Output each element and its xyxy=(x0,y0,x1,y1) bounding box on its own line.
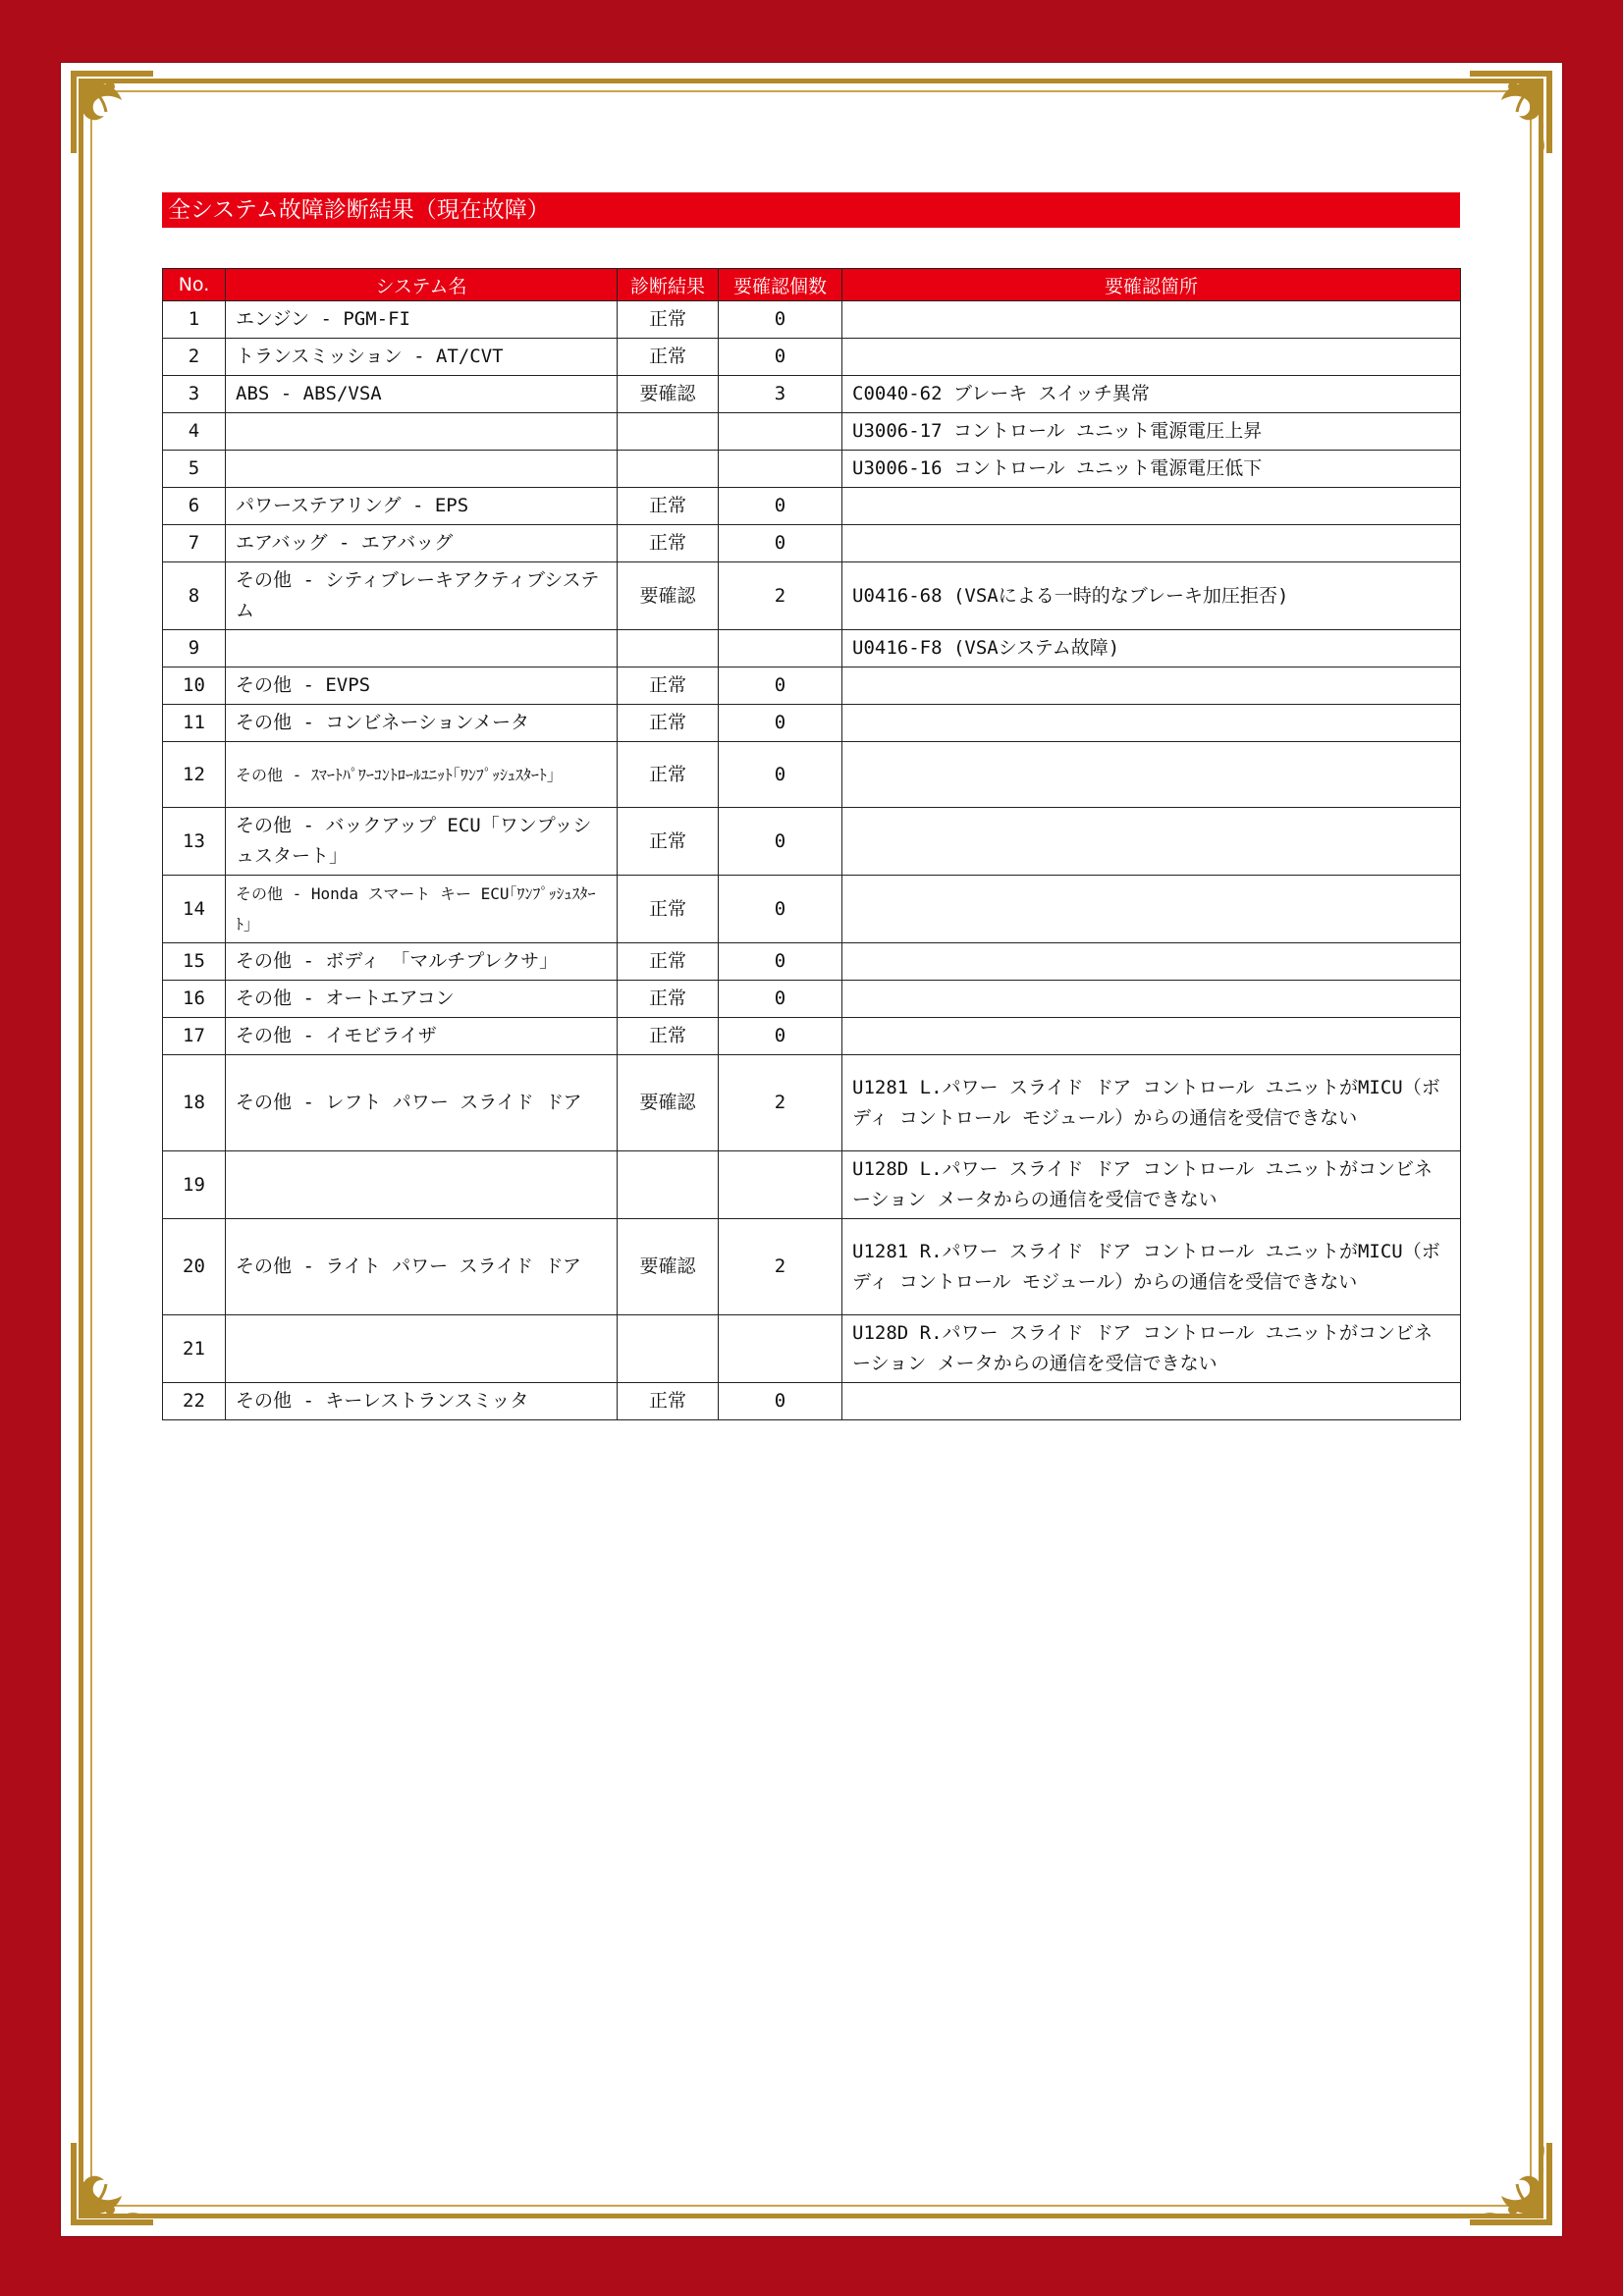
cell-count: 2 xyxy=(719,1055,842,1151)
cell-system: ABS - ABS/VSA xyxy=(226,376,618,413)
table-row xyxy=(163,981,1461,1018)
header-system: システム名 xyxy=(226,269,618,301)
cell-no: 16 xyxy=(163,981,226,1018)
cell-detail: U128D L.パワー スライド ドア コントロール ユニットがコンビネーション メータからの通信を受信できない xyxy=(842,1151,1461,1219)
cell-no: 10 xyxy=(163,667,226,705)
cell-system xyxy=(226,451,618,488)
header-count: 要確認個数 xyxy=(719,269,842,301)
header-detail: 要確認箇所 xyxy=(842,269,1461,301)
cell-count: 2 xyxy=(719,562,842,630)
cell-system xyxy=(226,630,618,667)
cell-detail xyxy=(842,876,1461,943)
cell-result: 正常 xyxy=(618,488,719,525)
cell-count xyxy=(719,630,842,667)
cell-no: 17 xyxy=(163,1018,226,1055)
cell-result: 正常 xyxy=(618,876,719,943)
cell-detail: U3006-16 コントロール ユニット電源電圧低下 xyxy=(842,451,1461,488)
table-row xyxy=(163,376,1461,413)
cell-result: 正常 xyxy=(618,1018,719,1055)
table-row xyxy=(163,1315,1461,1383)
cell-system xyxy=(226,1315,618,1383)
cell-count: 0 xyxy=(719,943,842,981)
table-row xyxy=(163,525,1461,562)
cell-system: その他 - ｽﾏｰﾄﾊﾟﾜｰｺﾝﾄﾛｰﾙﾕﾆｯﾄ｢ﾜﾝﾌﾟｯｼｭｽﾀｰﾄ｣ xyxy=(226,742,618,808)
corner-ornament-icon xyxy=(1466,2139,1556,2229)
cell-count: 0 xyxy=(719,876,842,943)
cell-detail xyxy=(842,1383,1461,1420)
cell-count: 2 xyxy=(719,1219,842,1315)
cell-result: 正常 xyxy=(618,981,719,1018)
table-row xyxy=(163,1055,1461,1151)
table-row xyxy=(163,1018,1461,1055)
cell-no: 19 xyxy=(163,1151,226,1219)
diagnosis-table xyxy=(162,268,1461,1420)
cell-result: 正常 xyxy=(618,943,719,981)
cell-detail xyxy=(842,488,1461,525)
cell-no: 21 xyxy=(163,1315,226,1383)
corner-ornament-icon xyxy=(67,2139,157,2229)
cell-count: 0 xyxy=(719,301,842,339)
cell-system: その他 - ライト パワー スライド ドア xyxy=(226,1219,618,1315)
table-row xyxy=(163,742,1461,808)
cell-no: 8 xyxy=(163,562,226,630)
cell-system: その他 - バックアップ ECU「ワンプッシュスタート」 xyxy=(226,808,618,876)
cell-count: 0 xyxy=(719,667,842,705)
cell-result: 要確認 xyxy=(618,562,719,630)
cell-detail: U0416-68 (VSAによる一時的なブレーキ加圧拒否) xyxy=(842,562,1461,630)
cell-no: 11 xyxy=(163,705,226,742)
table-row xyxy=(163,1151,1461,1219)
cell-no: 5 xyxy=(163,451,226,488)
cell-count xyxy=(719,451,842,488)
cell-system: その他 - レフト パワー スライド ドア xyxy=(226,1055,618,1151)
cell-no: 12 xyxy=(163,742,226,808)
cell-no: 13 xyxy=(163,808,226,876)
table-row xyxy=(163,301,1461,339)
cell-count: 0 xyxy=(719,808,842,876)
cell-system: その他 - ボディ 「マルチプレクサ」 xyxy=(226,943,618,981)
cell-no: 14 xyxy=(163,876,226,943)
cell-count xyxy=(719,1151,842,1219)
cell-detail: U3006-17 コントロール ユニット電源電圧上昇 xyxy=(842,413,1461,451)
cell-detail xyxy=(842,981,1461,1018)
cell-result: 正常 xyxy=(618,742,719,808)
cell-no: 6 xyxy=(163,488,226,525)
corner-ornament-icon xyxy=(67,67,157,157)
cell-system: パワーステアリング - EPS xyxy=(226,488,618,525)
cell-detail xyxy=(842,943,1461,981)
cell-no: 20 xyxy=(163,1219,226,1315)
cell-system: その他 - Honda スマート キー ECU｢ﾜﾝﾌﾟｯｼｭｽﾀｰﾄ｣ xyxy=(226,876,618,943)
cell-count: 0 xyxy=(719,525,842,562)
cell-detail xyxy=(842,339,1461,376)
cell-result: 正常 xyxy=(618,1383,719,1420)
table-row xyxy=(163,1383,1461,1420)
cell-result: 要確認 xyxy=(618,376,719,413)
cell-count: 0 xyxy=(719,488,842,525)
cell-system: その他 - EVPS xyxy=(226,667,618,705)
cell-result: 正常 xyxy=(618,667,719,705)
cell-detail xyxy=(842,705,1461,742)
cell-no: 1 xyxy=(163,301,226,339)
cell-no: 9 xyxy=(163,630,226,667)
table-row xyxy=(163,630,1461,667)
cell-system: その他 - オートエアコン xyxy=(226,981,618,1018)
cell-result xyxy=(618,1315,719,1383)
cell-detail xyxy=(842,525,1461,562)
cell-result xyxy=(618,630,719,667)
cell-result xyxy=(618,413,719,451)
cell-count xyxy=(719,1315,842,1383)
cell-detail xyxy=(842,742,1461,808)
cell-count: 0 xyxy=(719,1383,842,1420)
table-row xyxy=(163,413,1461,451)
cell-detail xyxy=(842,1018,1461,1055)
table-row xyxy=(163,943,1461,981)
cell-result: 正常 xyxy=(618,339,719,376)
cell-system xyxy=(226,1151,618,1219)
table-row xyxy=(163,451,1461,488)
cell-result: 正常 xyxy=(618,525,719,562)
cell-result: 正常 xyxy=(618,705,719,742)
cell-system xyxy=(226,413,618,451)
cell-detail xyxy=(842,808,1461,876)
cell-no: 18 xyxy=(163,1055,226,1151)
header-result: 診断結果 xyxy=(618,269,719,301)
table-row xyxy=(163,339,1461,376)
cell-result xyxy=(618,1151,719,1219)
cell-result xyxy=(618,451,719,488)
table-row xyxy=(163,562,1461,630)
table-row xyxy=(163,876,1461,943)
table-row xyxy=(163,1219,1461,1315)
cell-detail: U1281 L.パワー スライド ドア コントロール ユニットがMICU（ボディ コントロール モジュール）からの通信を受信できない xyxy=(842,1055,1461,1151)
cell-system: その他 - キーレストランスミッタ xyxy=(226,1383,618,1420)
cell-no: 4 xyxy=(163,413,226,451)
cell-detail: U0416-F8 (VSAシステム故障) xyxy=(842,630,1461,667)
cell-no: 22 xyxy=(163,1383,226,1420)
cell-detail: U1281 R.パワー スライド ドア コントロール ユニットがMICU（ボディ コントロール モジュール）からの通信を受信できない xyxy=(842,1219,1461,1315)
table-row xyxy=(163,667,1461,705)
table-row xyxy=(163,488,1461,525)
cell-system: その他 - コンビネーションメータ xyxy=(226,705,618,742)
cell-result: 要確認 xyxy=(618,1055,719,1151)
cell-count xyxy=(719,413,842,451)
cell-count: 0 xyxy=(719,1018,842,1055)
cell-result: 正常 xyxy=(618,808,719,876)
header-no: No. xyxy=(163,269,226,301)
cell-result: 要確認 xyxy=(618,1219,719,1315)
cell-detail: C0040-62 ブレーキ スイッチ異常 xyxy=(842,376,1461,413)
table-row xyxy=(163,808,1461,876)
cell-no: 3 xyxy=(163,376,226,413)
section-title: 全システム故障診断結果（現在故障） xyxy=(162,192,1460,228)
cell-count: 0 xyxy=(719,742,842,808)
cell-count: 0 xyxy=(719,705,842,742)
cell-detail xyxy=(842,667,1461,705)
cell-system: トランスミッション - AT/CVT xyxy=(226,339,618,376)
cell-result: 正常 xyxy=(618,301,719,339)
cell-system: その他 - イモビライザ xyxy=(226,1018,618,1055)
cell-system: エアバッグ - エアバッグ xyxy=(226,525,618,562)
cell-count: 0 xyxy=(719,981,842,1018)
cell-system: エンジン - PGM-FI xyxy=(226,301,618,339)
cell-detail xyxy=(842,301,1461,339)
cell-no: 2 xyxy=(163,339,226,376)
cell-detail: U128D R.パワー スライド ドア コントロール ユニットがコンビネーション メータからの通信を受信できない xyxy=(842,1315,1461,1383)
cell-count: 3 xyxy=(719,376,842,413)
corner-ornament-icon xyxy=(1466,67,1556,157)
cell-no: 15 xyxy=(163,943,226,981)
cell-system: その他 - シティブレーキアクティブシステム xyxy=(226,562,618,630)
table-header-row xyxy=(163,269,1461,301)
table-row xyxy=(163,705,1461,742)
cell-no: 7 xyxy=(163,525,226,562)
cell-count: 0 xyxy=(719,339,842,376)
